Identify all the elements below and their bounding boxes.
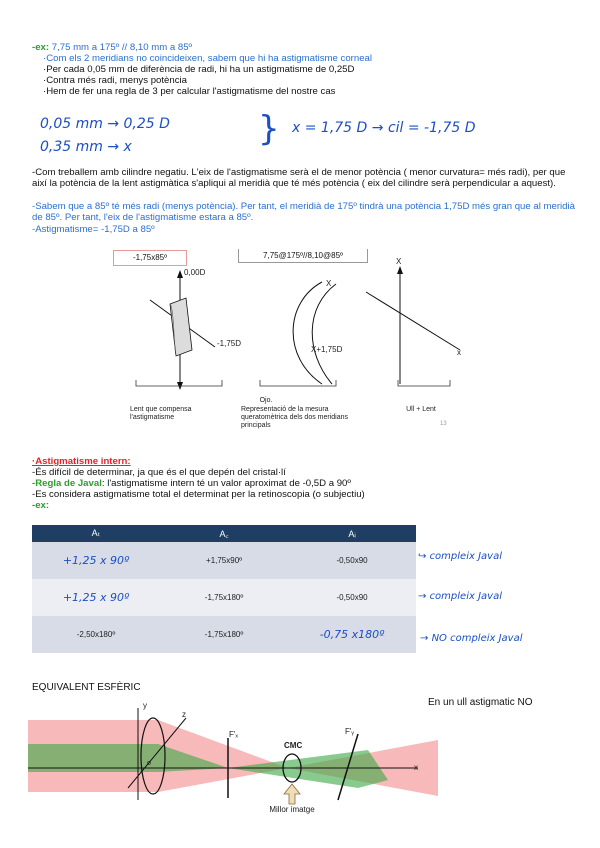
- table-cell: -0,75 x180º: [288, 616, 416, 653]
- javal-label: -Regla de Javal: [32, 478, 102, 489]
- axis-label-z: z: [182, 710, 186, 719]
- table-cell: +1,25 x 90º: [32, 579, 160, 616]
- table-row: [32, 616, 416, 653]
- equiv-title: EQUIVALENT ESFÈRIC: [32, 682, 141, 693]
- best-image-label: Millor imatge: [269, 805, 315, 814]
- table-cell: +1,25 x 90º: [32, 542, 160, 579]
- javal-note-1: ↪ compleix Javal: [418, 551, 502, 562]
- intern-line-3: -Es considera astigmatisme total el determinat per la retinoscopia (o subjectiu): [32, 489, 365, 500]
- table-cell: -0,50x90: [288, 579, 416, 616]
- paragraph-cylinder: -Com treballem amb cilindre negatiu. L'eix de l'astigmatisme serà el de menor potència ( menor curvatura= més radi), per que així la potència de la lent astigmàtica s'apliqui al meridià que té més potència ( eix del cilindre serà perpendicular a aquest).: [32, 167, 566, 189]
- bullet-1: ·Com els 2 meridians no coincideixen, sabem que hi ha astigmatisme corneal: [43, 53, 373, 64]
- table-row: [32, 579, 416, 616]
- bullet-4: ·Hem de fer una regla de 3 per calcular l'astigmatisme del nostre cas: [43, 86, 336, 97]
- focal-y-label: F'ᵧ: [345, 727, 354, 736]
- focal-x-label: F'ₓ: [229, 730, 239, 739]
- lens-caption: Lent que compensa l'astigmatisme: [130, 406, 192, 421]
- cross-diagonal-axis: [366, 292, 460, 350]
- javal-rule: [32, 478, 351, 489]
- astigmatism-table: [32, 525, 416, 653]
- keratometry-box: 7,75@175º//8,10@85º: [238, 249, 368, 263]
- paragraph-meridian: -Sabem que a 85º té més radi (menys potència). Per tant, el meridià de 175º tindrà una potència 1,75D més gran que al meridià de 85º. Per tant, l'eix de l'astigmatisme estara a 85º.: [32, 201, 575, 223]
- header-corneal: A꜀: [160, 525, 288, 542]
- intern-title: ·Astigmatisme intern:: [32, 456, 131, 467]
- axis-label-y: y: [143, 701, 147, 710]
- hand-line-1: 0,05 mm → 0,25 D: [40, 116, 170, 132]
- table-header-row: [32, 525, 416, 542]
- arrow-up-icon: [397, 266, 403, 274]
- lens-formula-box: -1,75x85º: [113, 250, 187, 266]
- hand-line-2: 0,35 mm → x: [40, 139, 132, 155]
- astigmatism-figure: [110, 262, 480, 392]
- table-cell: -0,50x90: [288, 542, 416, 579]
- eye-label-x: X: [326, 279, 332, 288]
- sturm-conoid-diagram: [28, 700, 438, 820]
- cross-label-top: X: [396, 257, 402, 266]
- eye-label-x-plus: X+1,75D: [311, 345, 343, 354]
- arrow-up-icon: [284, 784, 300, 804]
- origin-label: o: [147, 760, 151, 767]
- header-intern: Aᵢ: [288, 525, 416, 542]
- eye-caption-title: Ojo.: [259, 397, 273, 404]
- example-values: 7,75 mm a 175º // 8,10 mm a 85º: [49, 42, 193, 53]
- example-heading: [32, 42, 192, 53]
- axis-label-x: x: [414, 763, 418, 772]
- eye-meridian-arc-1: [293, 282, 322, 384]
- arrow-up-icon: [177, 270, 183, 278]
- lens-power-top: 0,00D: [184, 268, 206, 277]
- eye-caption: Representació de la mesura queratomètrica dels dos meridians principals: [241, 406, 348, 429]
- javal-text: : l'astigmatisme intern té un valor aproximat de -0,5D a 90º: [101, 478, 351, 489]
- table-cell: -2,50x180º: [32, 616, 160, 653]
- intern-example-prefix: -ex:: [32, 500, 50, 511]
- bullet-2: ·Per cada 0,05 mm de diferència de radi, hi ha un astigmatisme de 0,25D: [43, 64, 355, 75]
- cross-label-side: x: [457, 348, 461, 357]
- cross-caption: Ull + Lent: [406, 406, 436, 413]
- figure-page-number: 13: [440, 421, 447, 427]
- lens-power-side: -1,75D: [217, 339, 242, 348]
- table-cell: +1,75x90º: [160, 542, 288, 579]
- header-total: Aₜ: [32, 525, 160, 542]
- eye-meridian-arc-2: [312, 284, 336, 384]
- paragraph-result: -Astigmatisme= -1,75D a 85º: [32, 224, 155, 235]
- brace-icon: }: [258, 109, 280, 149]
- example-prefix: -ex:: [32, 42, 50, 53]
- table-row: [32, 542, 416, 579]
- cmc-label: CMC: [284, 741, 303, 750]
- javal-note-3: → NO compleix Javal: [420, 633, 523, 644]
- hand-result: x = 1,75 D → cil = -1,75 D: [292, 120, 476, 136]
- equiv-side-note: En un ull astigmatic NO: [428, 697, 533, 708]
- intern-line-1: -És difícil de determinar, ja que és el que depén del cristal·lí: [32, 467, 286, 478]
- table-cell: -1,75x180º: [160, 579, 288, 616]
- table-cell: -1,75x180º: [160, 616, 288, 653]
- bullet-3: ·Contra més radi, menys potència: [43, 75, 187, 86]
- javal-note-2: → compleix Javal: [418, 591, 502, 602]
